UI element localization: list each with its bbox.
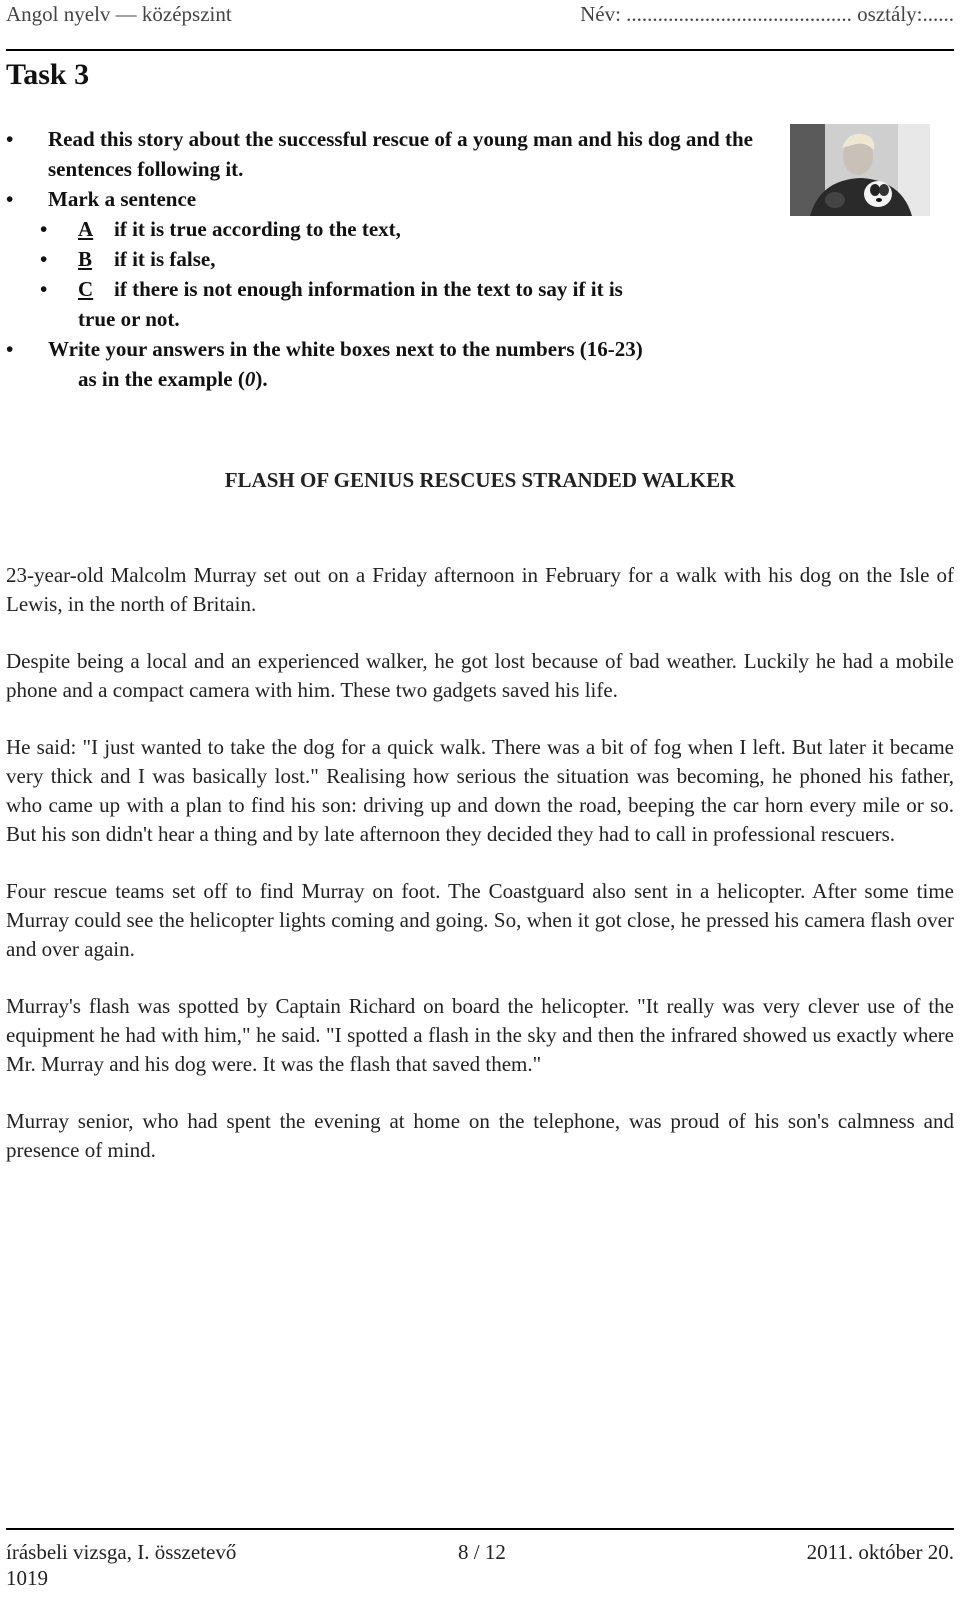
option-a bbox=[0, 214, 780, 244]
bullet-icon: • bbox=[40, 277, 48, 301]
example-number: 0 bbox=[244, 367, 256, 391]
bullet-icon: • bbox=[40, 217, 48, 241]
article-title: FLASH OF GENIUS RESCUES STRANDED WALKER bbox=[224, 468, 736, 492]
instruction-read bbox=[0, 124, 780, 184]
instruction-write-continuation bbox=[0, 364, 780, 394]
instruction-mark bbox=[0, 184, 780, 214]
header-name-class-field: Név: ........................................... osztály:...... bbox=[580, 2, 954, 26]
header-subject: Angol nyelv — középszint bbox=[6, 2, 232, 26]
option-c-letter: C bbox=[78, 277, 94, 301]
footer-exam-code: 1019 bbox=[6, 1566, 48, 1590]
instruction-write-text: Write your answers in the white boxes next to the numbers (16-23) bbox=[48, 337, 643, 361]
header-divider bbox=[6, 49, 954, 51]
article-paragraph: Murray's flash was spotted by Captain Richard on board the helicopter. "It really was very clever use of the equipment he had with him," he said. "I spotted a flash in the sky and then the infrared showed us exactly where Mr. Murray and his dog were. It was the flash that saved them." bbox=[6, 994, 954, 1076]
instructions bbox=[0, 124, 780, 394]
instruction-mark-text: Mark a sentence bbox=[48, 187, 197, 211]
page-header bbox=[6, 2, 954, 32]
article-paragraph: He said: "I just wanted to take the dog for a quick walk. There was a bit of fog when I left. But later it became very thick and I was basically lost." Realising how serious the situation was becoming, he phoned his father, who came up with a plan to find his son: driving up and down the road, beeping the car horn every mile or so. But his son didn't hear a thing and by late afternoon they decided they had to call in professional rescuers. bbox=[6, 735, 954, 846]
option-c-text: if there is not enough information in the text to say if it is bbox=[114, 277, 623, 301]
article-body bbox=[6, 561, 954, 1193]
option-b bbox=[0, 244, 780, 274]
bullet-icon: • bbox=[6, 337, 14, 361]
task-title: Task 3 bbox=[6, 58, 90, 91]
footer-page-number: 8 / 12 bbox=[458, 1540, 506, 1564]
option-a-text: if it is true according to the text, bbox=[114, 217, 401, 241]
article-paragraph: Four rescue teams set off to find Murray on foot. The Coastguard also sent in a helicopter. After some time Murray could see the helicopter lights coming and going. So, when it got close, he pressed his camera flash over and over again. bbox=[6, 879, 954, 961]
option-c bbox=[0, 274, 780, 304]
bullet-icon: • bbox=[6, 187, 14, 211]
instruction-read-text: Read this story about the successful rescue of a young man and his dog and the sentences following it. bbox=[48, 127, 753, 181]
example-post: ). bbox=[255, 367, 268, 391]
man-with-dog-photo bbox=[790, 124, 930, 216]
bullet-icon: • bbox=[6, 127, 14, 151]
bullet-icon: • bbox=[40, 247, 48, 271]
option-a-letter: A bbox=[78, 217, 94, 241]
footer-date: 2011. október 20. bbox=[806, 1540, 954, 1564]
instruction-write bbox=[0, 334, 780, 364]
option-b-text: if it is false, bbox=[114, 247, 216, 271]
footer-exam-part: írásbeli vizsga, I. összetevő bbox=[6, 1540, 237, 1564]
article-paragraph: Murray senior, who had spent the evening at home on the telephone, was proud of his son's calmness and presence of mind. bbox=[6, 1109, 954, 1162]
footer-divider bbox=[6, 1528, 954, 1530]
option-b-letter: B bbox=[78, 247, 93, 271]
option-c-continuation: true or not. bbox=[78, 307, 180, 331]
article-paragraph: Despite being a local and an experienced walker, he got lost because of bad weather. Luckily he had a mobile phone and a compact camera with him. These two gadgets saved his life. bbox=[6, 649, 954, 702]
example-pre: as in the example ( bbox=[78, 367, 245, 391]
article-paragraph: 23-year-old Malcolm Murray set out on a Friday afternoon in February for a walk with his dog on the Isle of Lewis, in the north of Britain. bbox=[6, 563, 954, 616]
photo-illustration bbox=[790, 124, 930, 216]
